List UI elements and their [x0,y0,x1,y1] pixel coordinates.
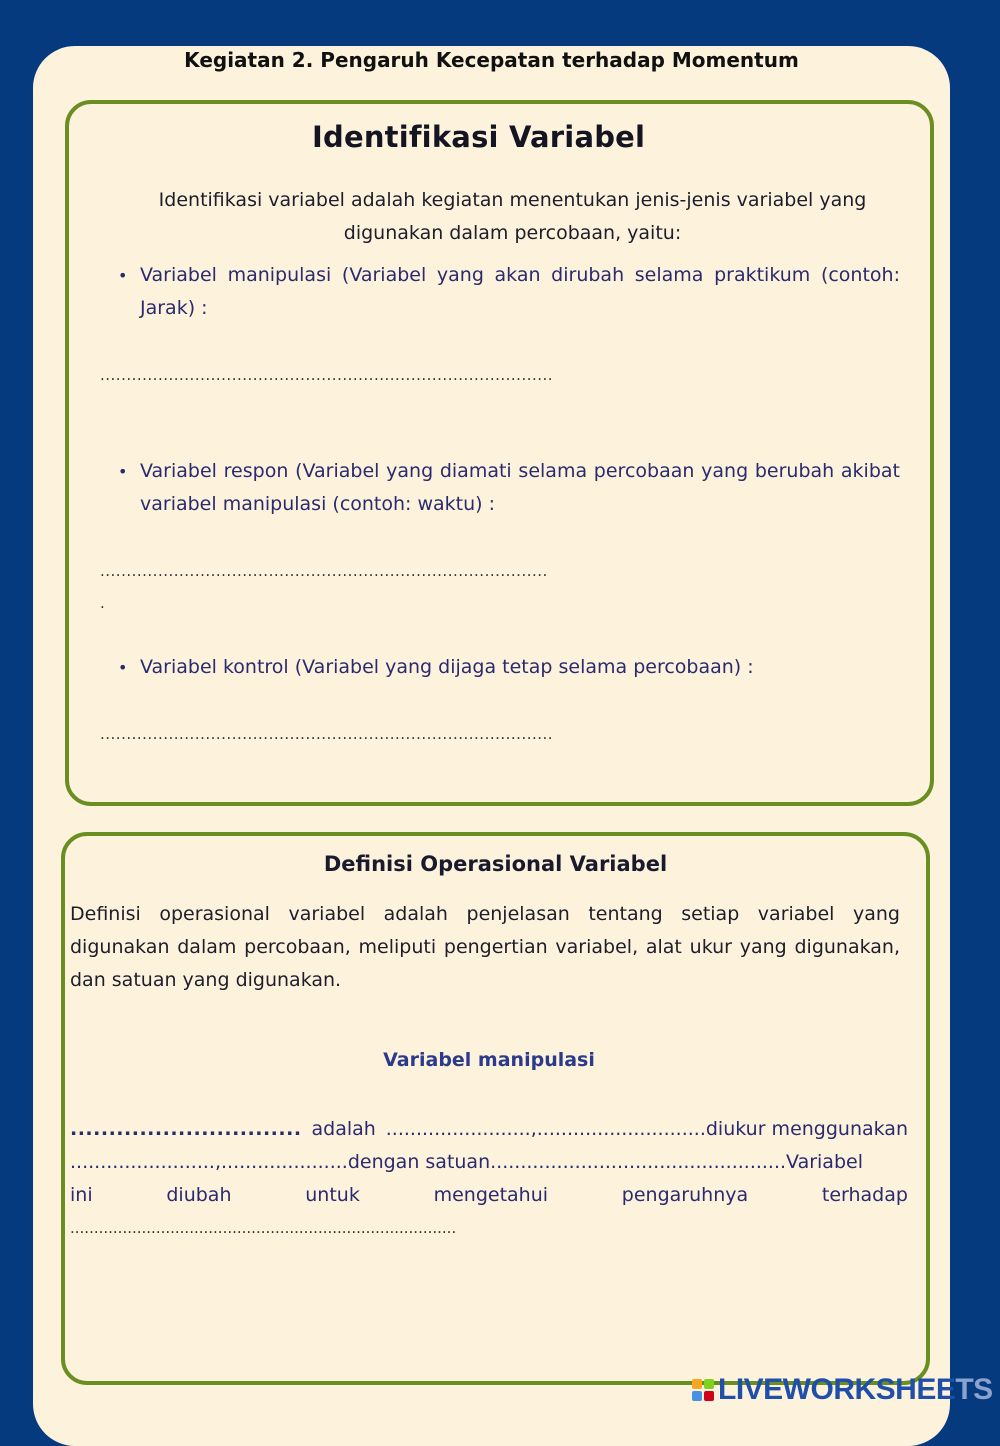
fill-line-4[interactable]: ................................................................................. [70,1219,457,1237]
fill-blank-variable[interactable]: .............................. [70,1118,302,1140]
definisi-heading: Definisi Operasional Variabel [323,852,668,876]
fill-word: pengaruhnya [621,1184,749,1206]
fill-word-adalah: adalah [311,1118,376,1140]
liveworksheets-logo-text: LIVEWORKSHEETS [718,1373,993,1406]
liveworksheets-logo [692,1374,993,1406]
fill-blank-definition[interactable]: ........................,............................diukur menggunakan [385,1118,908,1140]
identifikasi-heading: Identifikasi Variabel [312,120,646,154]
answer-field-manipulasi[interactable]: ...................................................................................... [100,366,554,384]
identifikasi-intro: Identifikasi variabel adalah kegiatan menentukan jenis-jenis variabel yang digunakan dalam percobaan, yaitu: [158,189,867,244]
answer-field-respon-extra: . [100,594,106,612]
fill-word: mengetahui [433,1184,549,1206]
fill-word: diubah [166,1184,232,1206]
variabel-respon-item: • Variabel respon (Variabel yang diamati selama percobaan yang berubah akibat variabel manipulasi (contoh: waktu) : [140,455,900,521]
fill-word: ini [70,1184,93,1206]
fill-word: untuk [305,1184,360,1206]
fill-line-2[interactable]: ........................,.....................dengan satuan.................................................Variabel [70,1151,863,1173]
fill-word: terhadap [821,1184,908,1206]
variabel-kontrol-item: • Variabel kontrol (Variabel yang dijaga tetap selama percobaan) : [140,651,900,684]
definisi-text: Definisi operasional variabel adalah penjelasan tentang setiap variabel yang digunakan dalam percobaan, meliputi pengertian variabel, alat ukur yang digunakan, dan satuan yang digunakan. [70,903,900,991]
variabel-manipulasi-item: • Variabel manipulasi (Variabel yang akan dirubah selama praktikum (contoh: Jarak) : [140,259,900,325]
answer-field-respon[interactable]: ..................................................................................... [100,562,548,580]
variabel-manipulasi-subheading: Variabel manipulasi [383,1049,595,1071]
page-title: Kegiatan 2. Pengaruh Kecepatan terhadap Momentum [184,48,799,72]
fill-line-3 [70,1179,908,1212]
definisi-fill-in [70,1113,908,1245]
liveworksheets-logo-icon [692,1379,714,1401]
fill-line-1 [70,1113,908,1146]
answer-field-kontrol[interactable]: ...................................................................................... [100,725,554,743]
